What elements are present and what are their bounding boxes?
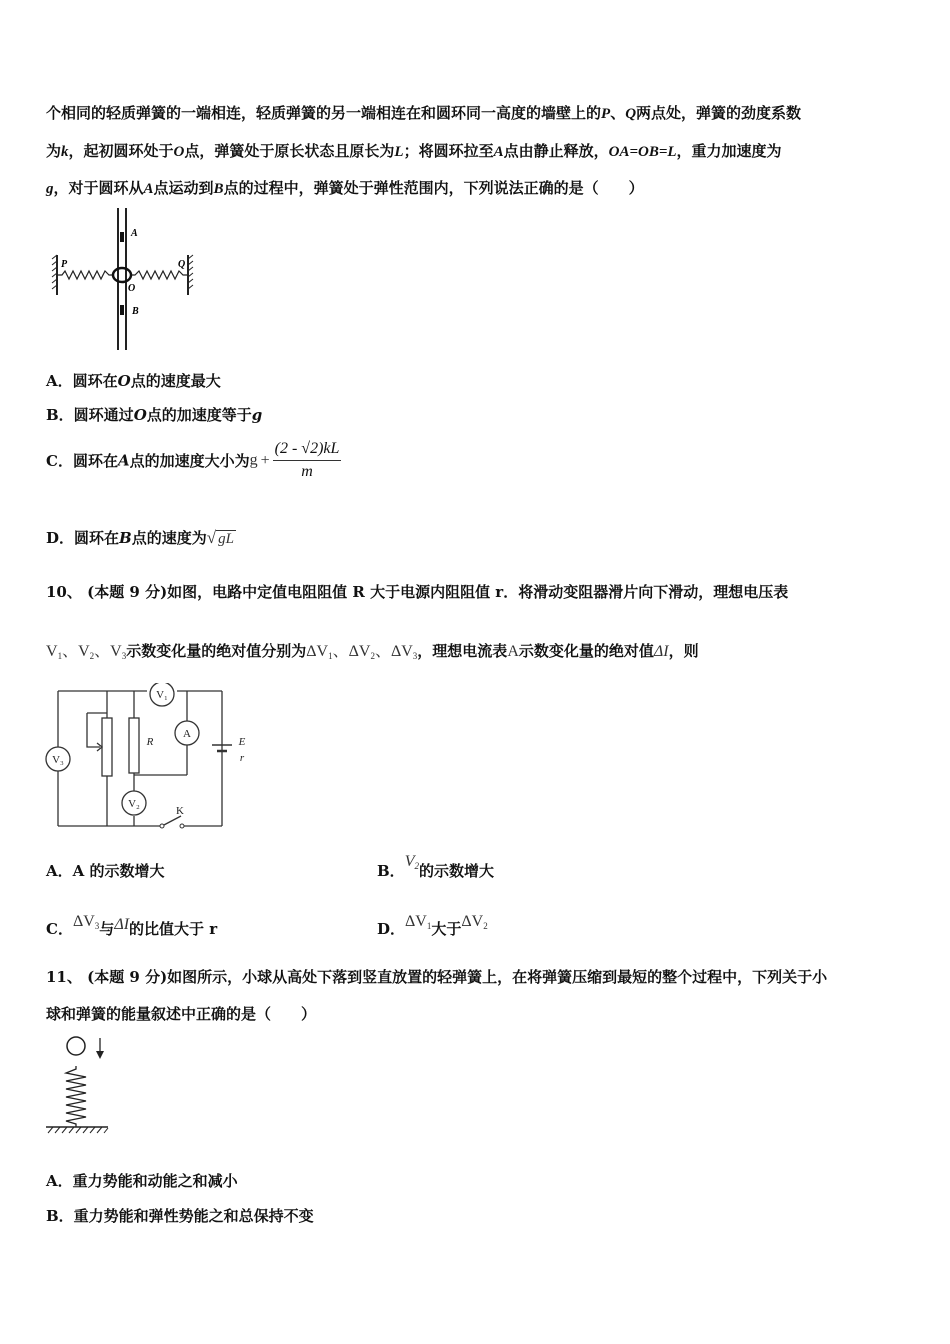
q11-ball [67, 1037, 85, 1055]
q9-stem-line2: 为k，起初圆环处于O点，弹簧处于原长状态且原长为L；将圆环拉至A点由静止释放，OA=OB=L，重力加速度为 [46, 142, 782, 160]
q11-option-a[interactable]: A．重力势能和动能之和减小 [46, 1172, 238, 1190]
q9-option-b[interactable]: B．圆环通过O点的加速度等于g [46, 406, 263, 424]
q11-option-b[interactable]: B．重力势能和弹性势能之和总保持不变 [46, 1207, 314, 1225]
q10-stem-line2: $V_1$、$V_2$、$V_3$示数变化量的绝对值分别为$\Delta V_1$、$\Delta V_2$、$\Delta V_3$，理想电流表A示数变化量的绝对值ΔI，则 [46, 642, 699, 661]
q9-option-c[interactable]: C．圆环在A点的加速度大小为g + $\frac{(2 - √2)kL}{m}$ [46, 440, 340, 480]
q11-figure-ball-spring [44, 1033, 114, 1138]
svg-text:V₂: V₂ [128, 798, 140, 810]
q9-option-c-g: g [249, 451, 258, 469]
q9-stem-line3: g，对于圆环从A点运动到B点的过程中，弹簧处于弹性范围内，下列说法正确的是（ ） [46, 179, 644, 197]
q10-stem-line1: 10、 (本题 9 分)如图，电路中定值电阻阻值 R 大于电源内阻阻值 r．将滑动变阻器滑片向下滑动，理想电压表 [46, 583, 789, 601]
q9-option-a[interactable]: A．圆环在O点的速度最大 [46, 372, 221, 390]
q9-point-a-marker [120, 232, 124, 242]
svg-text:r: r [239, 752, 245, 764]
q11-spring [66, 1066, 86, 1127]
q9-option-c-fraction: $\frac{(2 - √2)kL}{m}$ [274, 440, 340, 480]
svg-text:V₃: V₃ [52, 754, 64, 766]
q11-stem-line2: 球和弹簧的能量叙述中正确的是（ ） [46, 1005, 317, 1023]
svg-text:B: B [132, 306, 139, 317]
q9-right-spring [130, 271, 188, 279]
q9-option-d[interactable]: D．圆环在B点的速度为√ gL [46, 528, 234, 547]
svg-text:O: O [128, 283, 136, 294]
q9-figure-spring-ring [50, 205, 200, 353]
q10-option-a[interactable]: A．A 的示数增大 [46, 862, 165, 880]
q9-stem-line1: 个相同的轻质弹簧的一端相连，轻质弹簧的另一端相连在和圆环同一高度的墙壁上的P、Q两点处，弹簧的劲度系数 [46, 104, 802, 122]
q10-option-b[interactable]: B．$V_2$的示数增大 [377, 853, 494, 880]
svg-text:A: A [131, 228, 138, 239]
q10-option-c[interactable]: C．$\Delta V_3$与ΔI的比值大于 r [46, 913, 218, 938]
q11-arrow-down-icon [96, 1051, 104, 1059]
q10-option-d[interactable]: D．$\Delta V_1$大于$\Delta V_2$ [377, 913, 488, 938]
svg-text:A: A [183, 728, 191, 740]
svg-text:R: R [146, 736, 154, 748]
svg-text:E: E [238, 736, 246, 748]
q9-point-b-marker [120, 305, 124, 315]
q11-stem-line1: 11、 (本题 9 分)如图所示，小球从高处下落到竖直放置的轻弹簧上，在将弹簧压缩到最短的整个过程中，下列关于小 [46, 968, 828, 986]
svg-text:K: K [176, 805, 184, 817]
q9-ring [113, 268, 131, 282]
svg-text:V₁: V₁ [156, 689, 168, 701]
q9-option-d-sqrt: gL [218, 531, 234, 547]
q10-circuit-figure [42, 683, 252, 833]
svg-text:P: P [61, 259, 68, 270]
q9-left-spring [57, 271, 114, 279]
svg-text:Q: Q [178, 259, 186, 270]
